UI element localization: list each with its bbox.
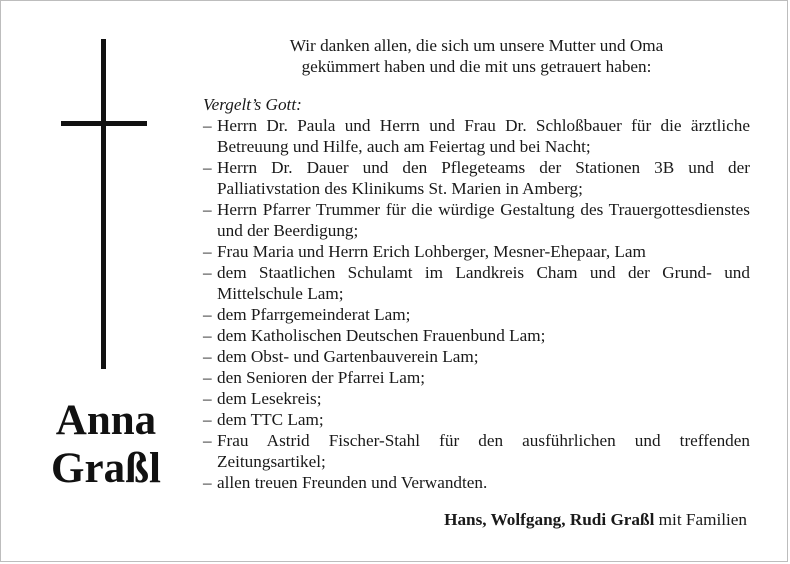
signature <box>444 509 747 530</box>
list-item: – dem Obst- und Gartenbauverein Lam; <box>203 346 750 367</box>
list-item: – dem Lesekreis; <box>203 388 750 409</box>
list-item: – Herrn Dr. Dauer und den Pflegeteams der Stationen 3B und der Palliativstation des Klinikums St. Marien in Amberg; <box>203 157 750 199</box>
list-item: – Herrn Pfarrer Trummer für die würdige Gestaltung des Trauergottesdienstes und der Beerdigung; <box>203 199 750 241</box>
list-item: – dem TTC Lam; <box>203 409 750 430</box>
first-name: Anna <box>55 397 157 444</box>
vergelt-heading: Vergelt’s Gott: <box>203 95 302 114</box>
intro-text <box>203 35 750 77</box>
signature-suffix: mit Familien <box>658 510 747 529</box>
thanks-list <box>203 115 750 493</box>
list-item: – den Senioren der Pfarrei Lam; <box>203 367 750 388</box>
thanks-text <box>203 35 750 493</box>
list-item: – Frau Maria und Herrn Erich Lohberger, Mesner-Ehepaar, Lam <box>203 241 750 262</box>
cross-icon-vertical <box>101 39 106 369</box>
signature-names: Hans, Wolfgang, Rudi Graßl <box>444 510 655 529</box>
list-item: – Frau Astrid Fischer-Stahl für den ausführlichen und treffenden Zeitungsartikel; <box>203 430 750 472</box>
last-name: Graßl <box>51 445 161 492</box>
intro-line: gekümmert haben und die mit uns getrauert haben: <box>301 57 652 76</box>
cross-icon-horizontal <box>61 121 147 126</box>
list-item: – Herrn Dr. Paula und Herrn und Frau Dr. Schloßbauer für die ärztliche Betreuung und Hilfe, auch am Feiertag und bei Nacht; <box>203 115 750 157</box>
list-item: – dem Pfarrgemeinderat Lam; <box>203 304 750 325</box>
list-item: – allen treuen Freunden und Verwandten. <box>203 472 750 493</box>
intro-line: Wir danken allen, die sich um unsere Mutter und Oma <box>289 36 664 55</box>
list-item: – dem Staatlichen Schulamt im Landkreis Cham und der Grund- und Mittelschule Lam; <box>203 262 750 304</box>
deceased-name <box>31 397 181 493</box>
list-item: – dem Katholischen Deutschen Frauenbund Lam; <box>203 325 750 346</box>
